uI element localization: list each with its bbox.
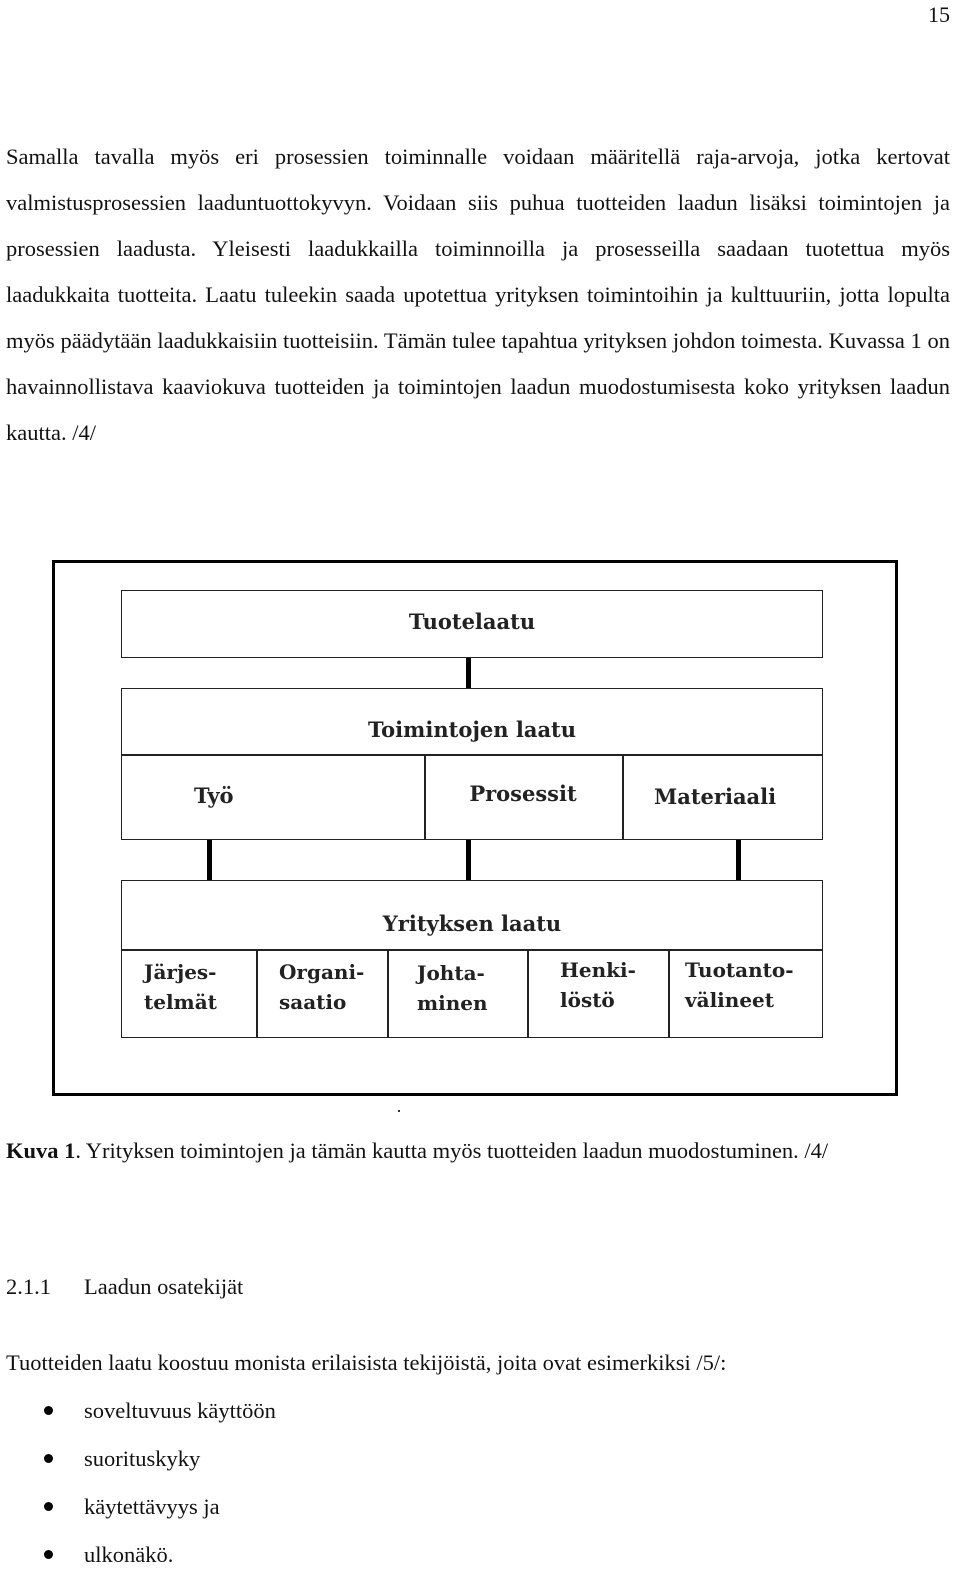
company-quality-box <box>121 880 823 1038</box>
bottom-divider-v1 <box>256 949 258 1037</box>
bullet-icon <box>44 1502 53 1511</box>
bullet-list <box>0 1388 276 1580</box>
figure-caption <box>6 1128 950 1174</box>
bullet-icon <box>44 1406 53 1415</box>
middle-item-material: Materiaali <box>654 784 777 809</box>
bottom-divider-h <box>122 949 822 951</box>
bottom-item-systems: Järjes- telmät <box>144 960 217 1014</box>
bottom-item-management: Johta- minen <box>417 961 488 1015</box>
body-paragraph: Samalla tavalla myös eri prosessien toiminnalle voidaan määritellä raja-arvoja, jotka kertovat valmistusprosessien laaduntuottokyvyn. Voidaan siis puhua tuotteiden laadun lisäksi toimintojen ja prosessien laadusta. Yleisesti laadukkailla toiminnoilla ja prosesseilla saadaan tuotettua myös laadukkaita tuotteita. Laatu tuleekin saada upotettua yrityksen toimintoihin ja kulttuuriin, jotta lopulta myös päädytään laadukkaisiin tuotteisiin. Tämän tulee tapahtua yrityksen johdon toimesta. Kuvassa 1 on havainnollistava kaaviokuva tuotteiden ja toimintojen laadun muodostumisesta koko yrityksen laadun kautta. /4/ <box>6 144 950 445</box>
operations-quality-box <box>121 688 823 840</box>
product-quality-label: Tuotelaatu <box>408 609 536 634</box>
bottom-item-personnel: Henki- löstö <box>560 958 636 1012</box>
connector-top <box>466 658 471 688</box>
bottom-divider-v3 <box>527 949 529 1037</box>
operations-quality-title: Toimintojen laatu <box>367 717 577 742</box>
connector-left <box>207 840 212 880</box>
product-quality-box <box>121 590 823 658</box>
page-number: 15 <box>928 2 950 27</box>
company-quality-title: Yrityksen laatu <box>382 911 562 936</box>
list-item: ulkonäkö. <box>0 1532 276 1580</box>
caption-label: Kuva 1 <box>6 1138 76 1163</box>
section-title: Laadun osatekijät <box>84 1274 244 1299</box>
section-number: 2.1.1 <box>6 1274 51 1299</box>
scan-artifact <box>398 1110 400 1112</box>
list-item: soveltuvuus käyttöön <box>0 1388 276 1436</box>
middle-item-work: Työ <box>194 783 234 808</box>
quality-diagram <box>52 560 898 1096</box>
bullet-icon <box>44 1550 53 1559</box>
connector-center <box>466 840 471 880</box>
bottom-divider-v2 <box>387 949 389 1037</box>
middle-divider-h <box>122 754 822 756</box>
list-intro: Tuotteiden laatu koostuu monista erilaisista tekijöistä, joita ovat esimerkiksi /5/: <box>6 1350 727 1375</box>
list-item: suorituskyky <box>0 1436 276 1484</box>
middle-item-processes: Prosessit <box>469 781 577 806</box>
bottom-divider-v4 <box>668 949 670 1037</box>
connector-right <box>736 840 741 880</box>
bullet-icon <box>44 1454 53 1463</box>
bottom-item-production-equipment: Tuotanto- välineet <box>685 958 794 1012</box>
section-heading <box>6 1264 243 1310</box>
list-item: käytettävyys ja <box>0 1484 276 1532</box>
caption-text: . Yrityksen toimintojen ja tämän kautta myös tuotteiden laadun muodostuminen. /4/ <box>75 1138 829 1163</box>
bottom-item-organization: Organi- saatio <box>279 960 365 1014</box>
middle-divider-v2 <box>622 754 624 839</box>
